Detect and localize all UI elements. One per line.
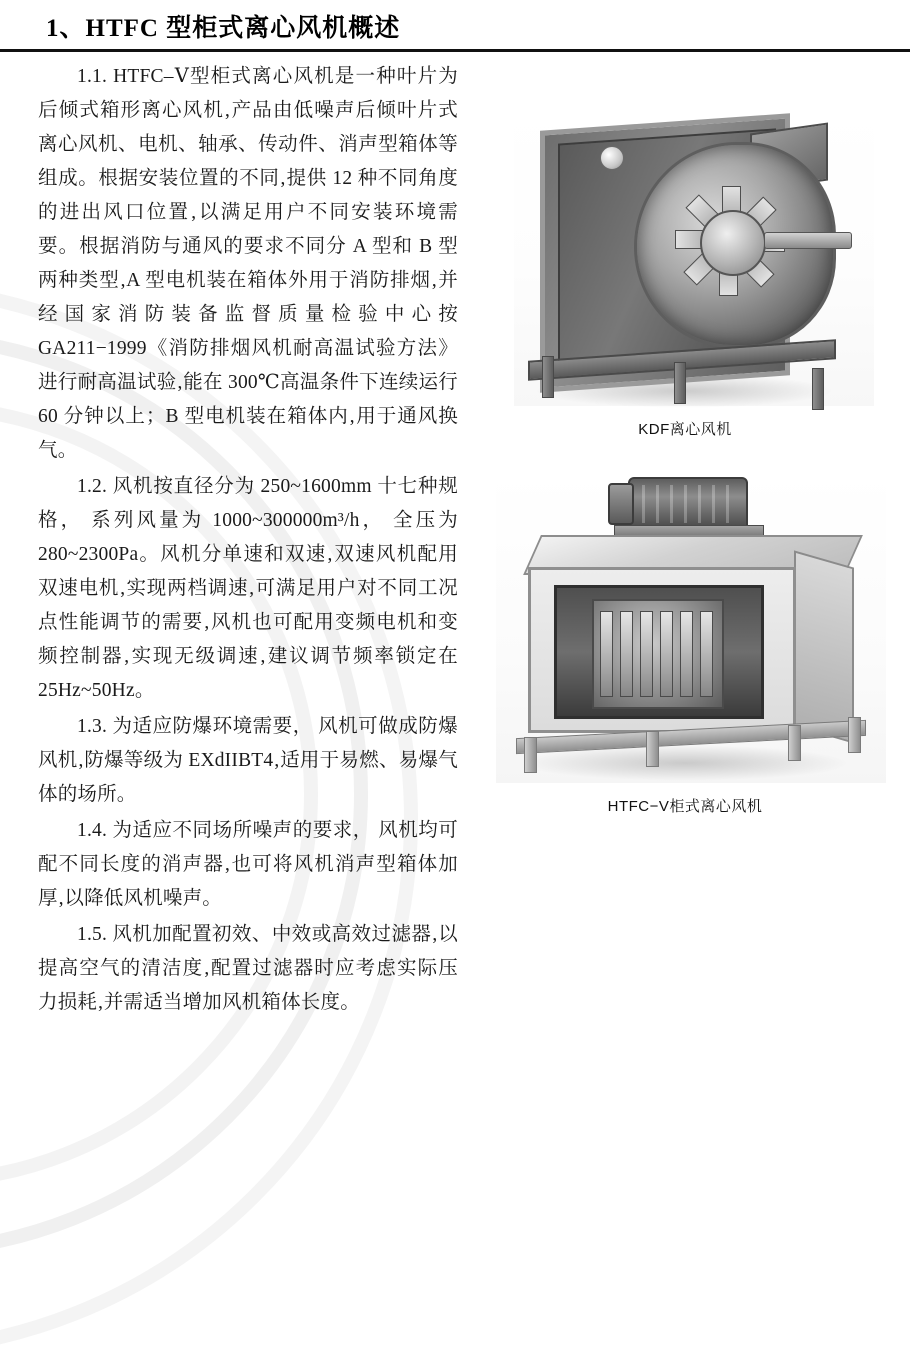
cabinet-impeller-blade (660, 611, 673, 697)
cabinet-impeller-blade (620, 611, 633, 697)
figure-htfc-v-fan (470, 473, 900, 816)
paragraph-1-5: 1.5. 风机加配置初效、中效或高效过滤器‚以提高空气的清洁度‚配置过滤器时应考虑实际压力损耗‚并需适当增加风机箱体长度。 (38, 924, 458, 1013)
cabinet-right-panel (794, 550, 854, 743)
paragraph-1-4: 1.4. 为适应不同场所噪声的要求， 风机均可配不同长度的消声器‚也可将风机消声型箱体加厚‚以降低风机噪声。 (38, 820, 458, 909)
figure-kdf-fan (470, 106, 900, 439)
cabinet-impeller-blade (680, 611, 693, 697)
page-title: 1、HTFC 型柜式离心风机概述 (46, 15, 401, 42)
figure-column (470, 60, 900, 816)
cabinet-impeller-blade (600, 611, 613, 697)
title-divider (0, 49, 910, 52)
cabinet-impeller-blade (640, 611, 653, 697)
paragraph-1-3: 1.3. 为适应防爆环境需要， 风机可做成防爆风机‚防爆等级为 EXdIIBT4‚适用于易燃、易爆气体的场所。 (38, 716, 458, 805)
motor-body (628, 477, 748, 531)
kdf-centrifugal-fan-photo (514, 106, 874, 406)
fan-nameplate (600, 146, 624, 170)
fan-support-leg (812, 368, 824, 410)
fan-support-leg (542, 356, 554, 398)
htfc-v-cabinet-fan-photo (496, 473, 886, 783)
cabinet-support-leg (646, 731, 659, 767)
cabinet-impeller-blade (700, 611, 713, 697)
fan-support-leg (674, 362, 686, 404)
paragraph-1-1: 1.1. HTFC–Ⅴ型柜式离心风机是一种叶片为后倾式箱形离心风机‚产品由低噪声后倾叶片式离心风机、电机、轴承、传动件、消声型箱体等组成。根据安装位置的不同‚提供 12 种不同角度的进出风口位置‚以满足用户不同安装环境需要。根据消防与通风的要求不同分 A 型和 B 型两种类型‚A 型电机装在箱体外用于消防排烟‚并经国家消防装备监督质量检验中心按 GA211−1999《消防排烟风机耐高温试验方法》进行耐高温试验‚能在 300℃高温条件下连续运行 60 分钟以上；B 型电机装在箱体内‚用于通风换气。 (38, 66, 458, 461)
motor-terminal-box (608, 483, 634, 525)
body-text-column (38, 60, 458, 1022)
paragraph-1-2: 1.2. 风机按直径分为 250~1600mm 十七种规格， 系列风量为 1000~300000m³/h， 全压为 280~2300Pa。风机分单速和双速‚双速风机配用双速电机‚实现两档调速‚可满足用户对不同工况点性能调节的需要‚风机也可配用变频电机和变频控制器‚实现无级调速‚建议调节频率锁定在 25Hz~50Hz。 (38, 476, 458, 701)
cabinet-support-leg (788, 725, 801, 761)
cabinet-support-leg (848, 717, 861, 753)
figure-caption-htfc-v: HTFC−V柜式离心风机 (607, 798, 763, 815)
drive-shaft (764, 232, 852, 249)
cabinet-support-leg (524, 737, 537, 773)
impeller-hub (700, 210, 766, 276)
figure-caption-kdf: KDF离心风机 (638, 421, 732, 438)
